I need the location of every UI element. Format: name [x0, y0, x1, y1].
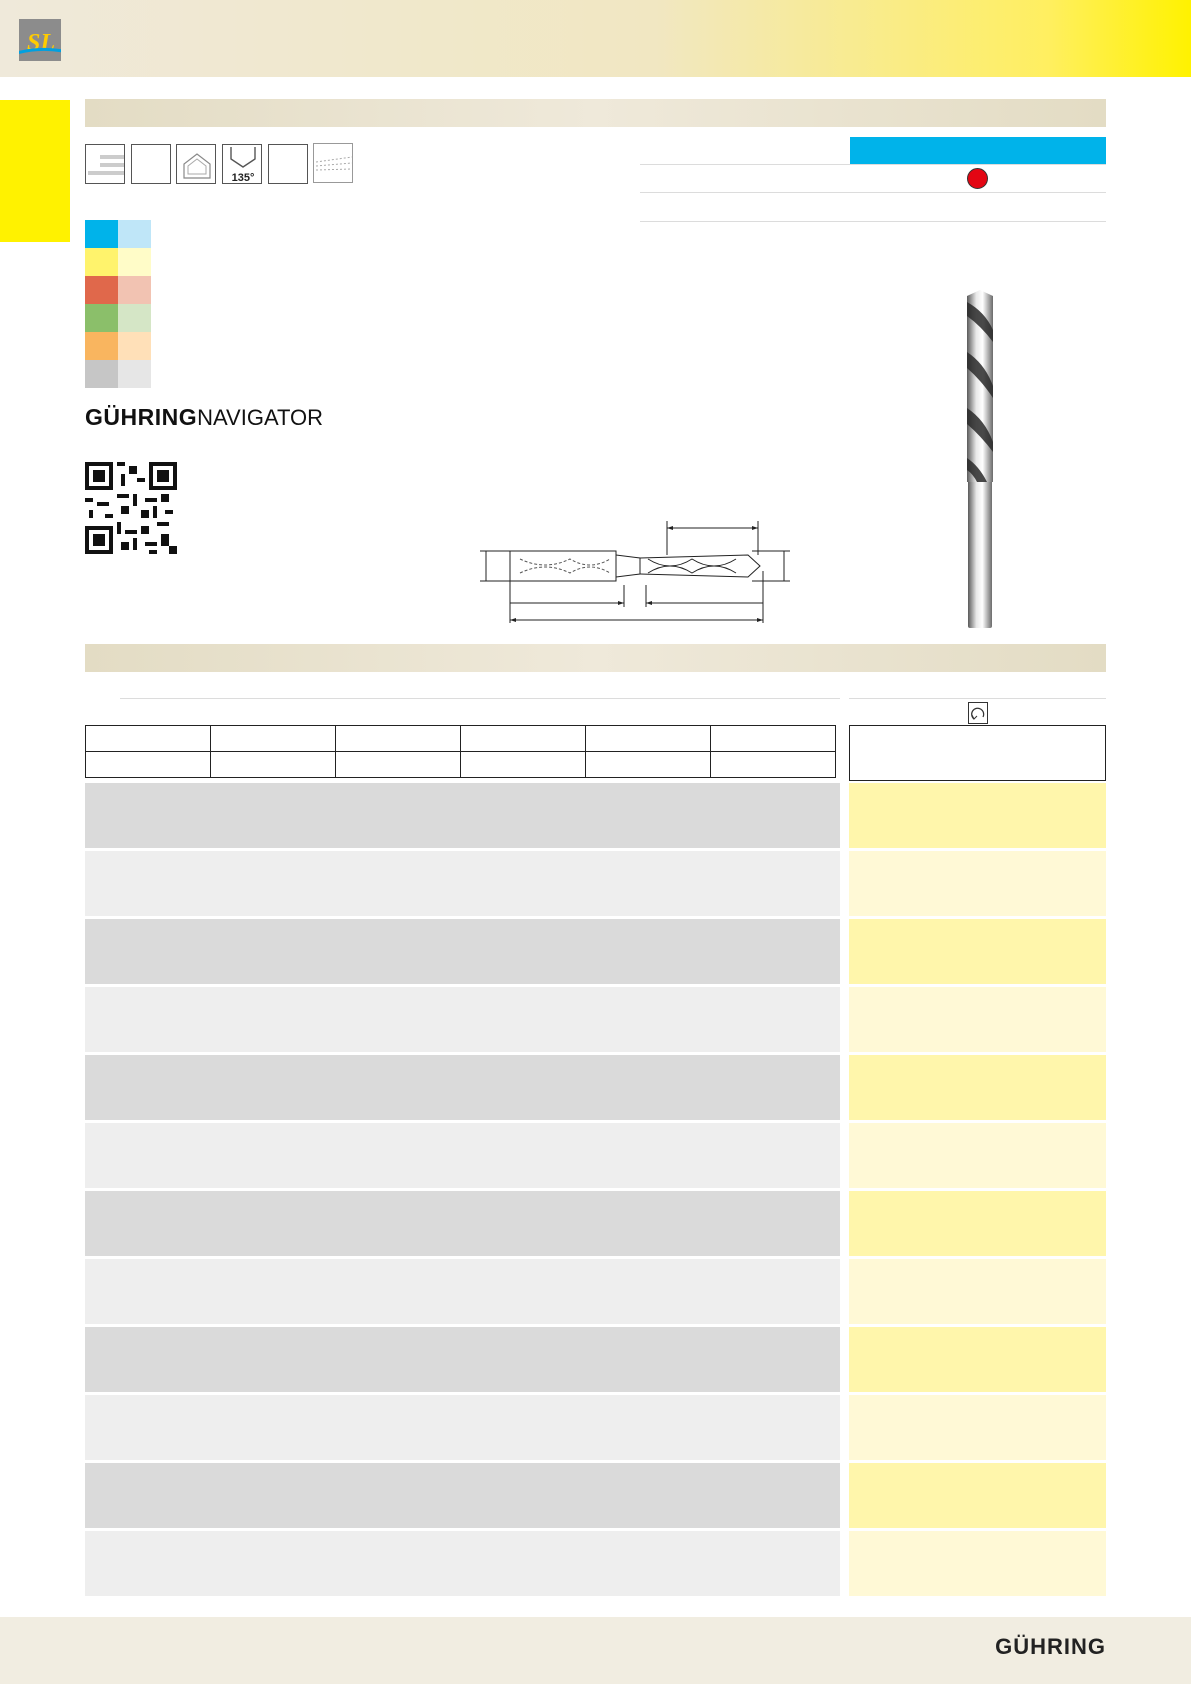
- header-cell: [86, 726, 211, 752]
- material-color-swatch-light: [118, 220, 151, 248]
- material-swatches: [85, 220, 151, 388]
- header-band: [0, 0, 1191, 77]
- material-color-swatch-light: [118, 248, 151, 276]
- table-row-article: [849, 1191, 1106, 1256]
- rotation-direction-icon: [968, 702, 988, 724]
- swatch-row: [85, 332, 151, 360]
- material-color-swatch-light: [118, 276, 151, 304]
- table-row-article: [849, 1463, 1106, 1528]
- material-color-swatch: [85, 304, 118, 332]
- table-row-article: [849, 1259, 1106, 1324]
- swatch-row: [85, 360, 151, 388]
- table-row-article: [849, 1395, 1106, 1460]
- swatch-row: [85, 276, 151, 304]
- category-tag: [850, 137, 1106, 164]
- header-cell: [336, 726, 461, 752]
- table-row: [85, 1395, 840, 1460]
- material-color-swatch: [85, 332, 118, 360]
- availability-indicator: [967, 168, 988, 189]
- point-angle-icon: [222, 144, 262, 184]
- table-divider-left: [120, 698, 840, 699]
- table-row-article: [849, 783, 1106, 848]
- blank-symbol-icon-2: [268, 144, 308, 184]
- table-row: [85, 1463, 840, 1528]
- sl-logo-text: SL: [27, 30, 56, 56]
- swatch-row: [85, 220, 151, 248]
- swatch-row: [85, 248, 151, 276]
- house-shank-icon: [176, 144, 216, 184]
- material-color-swatch-light: [118, 332, 151, 360]
- navigator-brand: GÜHRING: [85, 404, 198, 430]
- unit-cell: [461, 752, 586, 778]
- material-color-swatch: [85, 248, 118, 276]
- table-row: [85, 1327, 840, 1392]
- material-color-swatch: [85, 220, 118, 248]
- table-row: [85, 1055, 840, 1120]
- footer-brand: GÜHRING: [995, 1634, 1106, 1659]
- section-bar-table: [85, 644, 1106, 672]
- table-row: [85, 1259, 840, 1324]
- table-row-article: [849, 1123, 1106, 1188]
- divider-line-2: [640, 192, 1106, 193]
- table-row-article: [849, 1531, 1106, 1596]
- unit-cell: [86, 752, 211, 778]
- unit-cell: [336, 752, 461, 778]
- header-cell: [711, 726, 836, 752]
- table-row: [85, 919, 840, 984]
- guhring-navigator-logo: [85, 404, 323, 434]
- material-color-swatch: [85, 360, 118, 388]
- table-divider-right: [849, 698, 1106, 699]
- specification-header-table: [85, 725, 836, 778]
- table-row: [85, 987, 840, 1052]
- header-cell: [586, 726, 711, 752]
- point-angle-label: 135°: [231, 172, 255, 184]
- table-row: [85, 851, 840, 916]
- drill-dimension-drawing: [470, 515, 800, 635]
- material-color-swatch: [85, 276, 118, 304]
- table-row-article: [849, 987, 1106, 1052]
- table-unit-row: [86, 752, 836, 778]
- table-row-article: [849, 851, 1106, 916]
- table-row: [85, 1123, 840, 1188]
- qr-code[interactable]: [85, 462, 177, 554]
- drill-product-image: [955, 290, 1005, 635]
- divider-line-1: [640, 164, 1106, 165]
- table-row: [85, 1531, 840, 1596]
- side-tab: [0, 100, 70, 242]
- unit-cell: [711, 752, 836, 778]
- table-row: [85, 1191, 840, 1256]
- navigator-word: NAVIGATOR: [197, 405, 324, 430]
- swatch-row: [85, 304, 151, 332]
- table-row-article: [849, 1055, 1106, 1120]
- coolant-icon: [85, 144, 125, 184]
- table-row: [85, 783, 840, 848]
- flute-pattern-icon: [313, 143, 353, 183]
- article-header-cell: [849, 725, 1106, 781]
- material-color-swatch-light: [118, 360, 151, 388]
- header-cell: [461, 726, 586, 752]
- blank-symbol-icon: [131, 144, 171, 184]
- unit-cell: [586, 752, 711, 778]
- sl-logo: [19, 19, 61, 61]
- material-color-swatch-light: [118, 304, 151, 332]
- section-bar-top: [85, 99, 1106, 127]
- table-row-article: [849, 919, 1106, 984]
- divider-line-3: [640, 221, 1106, 222]
- table-header-row: [86, 726, 836, 752]
- table-row-article: [849, 1327, 1106, 1392]
- unit-cell: [211, 752, 336, 778]
- header-cell: [211, 726, 336, 752]
